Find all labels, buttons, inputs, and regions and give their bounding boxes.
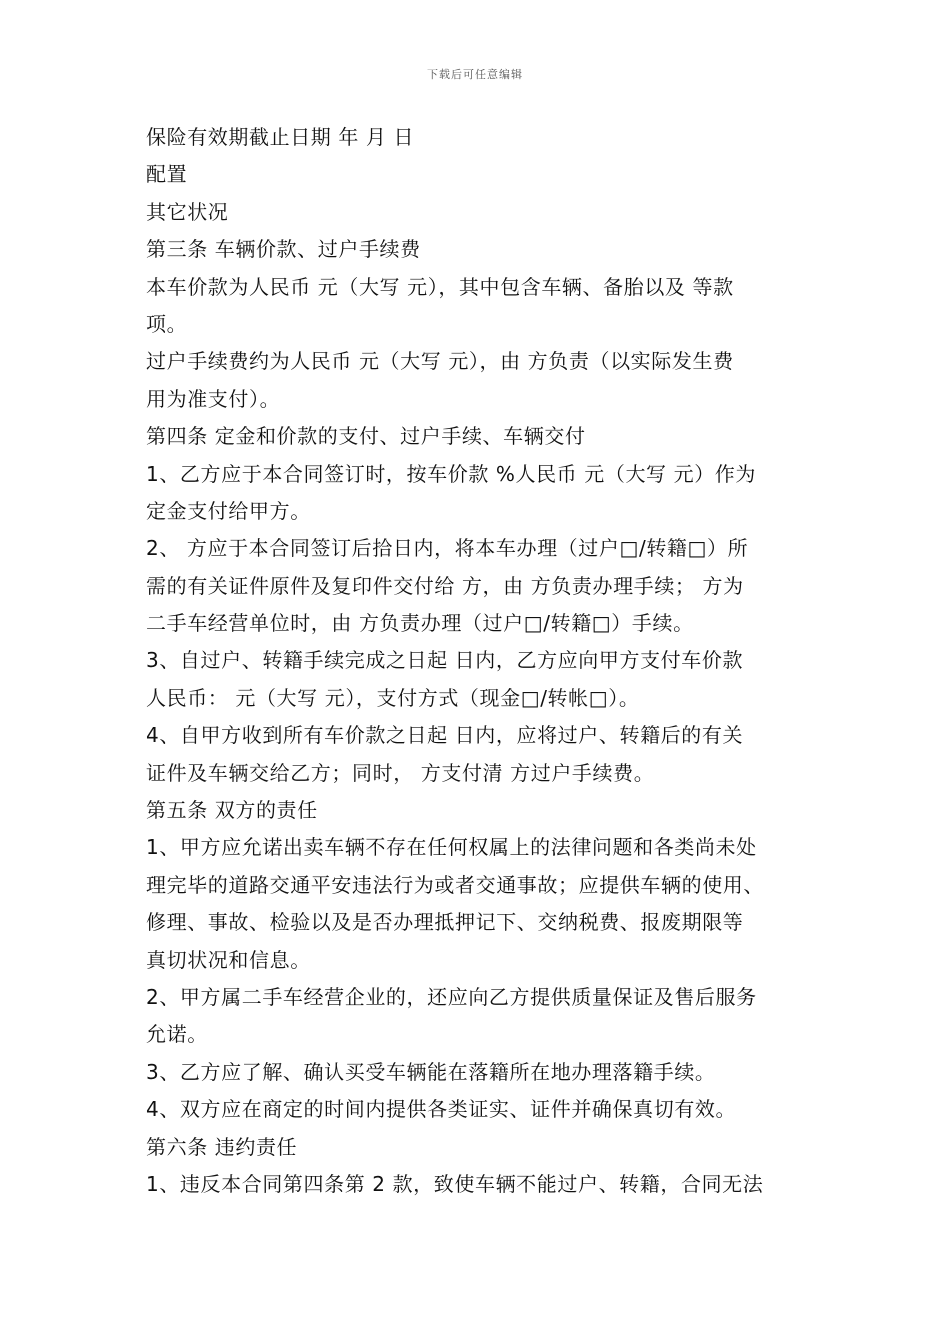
section-heading: 第三条 车辆价款、过户手续费 xyxy=(146,237,421,262)
text-line: 项。 xyxy=(146,311,188,336)
section-heading: 第五条 双方的责任 xyxy=(146,798,318,823)
section-heading: 第六条 违约责任 xyxy=(146,1134,298,1159)
text-line: 二手车经营单位时，由 方负责办理（过户□/转籍□）手续。 xyxy=(146,611,694,636)
text-line: 4、双方应在商定的时间内提供各类证实、证件并确保真切有效。 xyxy=(146,1097,737,1122)
text-line: 2、 方应于本合同签订后拾日内，将本车办理（过户□/转籍□）所 xyxy=(146,536,749,561)
text-line: 修理、事故、检验以及是否办理抵押记下、交纳税费、报废期限等 xyxy=(146,910,744,935)
text-line: 允诺。 xyxy=(146,1022,208,1047)
text-line: 过户手续费约为人民币 元（大写 元），由 方负责（以实际发生费 xyxy=(146,349,734,374)
section-heading: 第四条 定金和价款的支付、过户手续、车辆交付 xyxy=(146,424,586,449)
text-line: 其它状况 xyxy=(146,199,229,224)
text-line: 保险有效期截止日期 年 月 日 xyxy=(146,125,415,149)
page-header: 下载后可任意编辑 xyxy=(427,68,523,81)
text-line: 理完毕的道路交通平安违法行为或者交通事故；应提供车辆的使用、 xyxy=(146,872,764,897)
text-line: 1、违反本合同第四条第 2 款，致使车辆不能过户、转籍，合同无法 xyxy=(146,1171,764,1196)
text-line: 人民币： 元（大写 元），支付方式（现金□/转帐□）。 xyxy=(146,685,640,710)
text-line: 需的有关证件原件及复印件交付给 方，由 方负责办理手续； 方为 xyxy=(146,573,744,598)
text-line: 本车价款为人民币 元（大写 元），其中包含车辆、备胎以及 等款 xyxy=(146,274,734,299)
text-line: 3、自过户、转籍手续完成之日起 日内，乙方应向甲方支付车价款 xyxy=(146,648,744,673)
text-line: 证件及车辆交给乙方；同时， 方支付清 方过户手续费。 xyxy=(146,760,655,785)
text-line: 2、甲方属二手车经营企业的，还应向乙方提供质量保证及售后服务 xyxy=(146,984,757,1009)
text-line: 3、乙方应了解、确认买受车辆能在落籍所在地办理落籍手续。 xyxy=(146,1059,716,1084)
text-line: 4、自甲方收到所有车价款之日起 日内，应将过户、转籍后的有关 xyxy=(146,723,744,748)
text-line: 用为准支付）。 xyxy=(146,386,281,411)
text-line: 1、甲方应允诺出卖车辆不存在任何权属上的法律问题和各类尚未处 xyxy=(146,835,757,860)
text-line: 真切状况和信息。 xyxy=(146,947,311,972)
document-body xyxy=(146,119,826,1203)
text-line: 1、乙方应于本合同签订时，按车价款 %人民币 元（大写 元）作为 xyxy=(146,461,757,486)
text-line: 定金支付给甲方。 xyxy=(146,498,311,523)
text-line: 配置 xyxy=(146,162,188,187)
